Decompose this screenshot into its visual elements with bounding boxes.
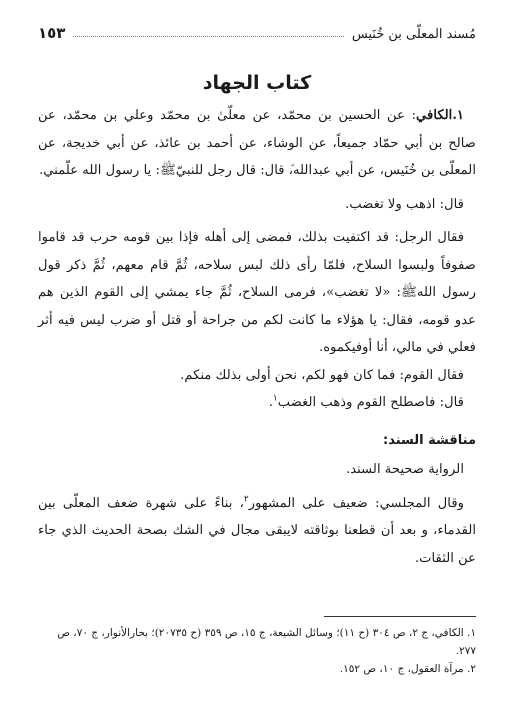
footnote-ref-1: ١ (272, 393, 278, 404)
majlisi-text: وقال المجلسي: ضعيف على المشهور (248, 495, 464, 511)
hadith-paragraph (38, 102, 476, 185)
narrative-paragraph: فقال الرجل: قد اكتفيت بذلك، فمضى إلى أهله فإذا بين قومه حرب قد قاموا صفوفاً ولبسوا السلاح، فلمّا رأى ذلك لبس سلاحه، ثُمَّ قام معهم، ثُمَّ ذكر قول رسول الله‏ﷺ: «لا تغضب»، فرمى السلاح، ثُمَّ جاء يمشي إلى القوم الذين هم عدو قومه، فقال: يا هؤلاء ما كانت لكم من جراحة أو قتل أو ضرب ليس فيه أثر فعلي في مالي، أنا أوفيكموه. (38, 230, 476, 355)
source-label: الكافي (416, 108, 453, 123)
conclusion-paragraph: قال: فاصطلح القوم وذهب الغضب$^١$. (268, 393, 464, 410)
hadith-isnad: : عن الحسين بن محمّد، عن معلّىٰ بن محمّد وعلي بن محمّد، عن صالح بن أبي حمّاد جميعاً، عن الوشاء، عن أحمد بن عائذ، عن أبي خديجة، عن المعلّى بن خُنَيس، عن أبي عبدالله‏ؑ، قال: قال رجل للنبيّ‏ﷺ: يا رسول الله علّمني. (38, 108, 476, 178)
conclusion-text: قال: فاصطلح القوم وذهب الغضب (277, 395, 464, 410)
running-title: مُسند المعلّى بن خُنَيس (351, 27, 476, 42)
footnote-1: ١. الكافي، ج ٢، ص ٣٠٤ (ح ١١)؛ وسائل الشيعة، ج ١٥، ص ٣٥٩ (ح ٢٠٧٣٥)؛ بحارالأنوار، ج ٧٠، ص ٢٧٧. (57, 627, 476, 657)
prophet-reply: قال: اذهب ولا تغضب. (345, 196, 464, 212)
section-heading: مناقشة السند: (383, 432, 476, 448)
footnote-divider (324, 616, 476, 617)
header-dotted-line (73, 36, 343, 37)
people-reply: فقال القوم: فما كان فهو لكم، نحن أولى بذلك منكم. (180, 367, 464, 383)
footnote-2: ٢. مرآة العقول، ج ١٠، ص ١٥٢. (339, 663, 476, 675)
page-body (38, 102, 476, 572)
discussion-verdict: الرواية صحيحة السند. (346, 462, 464, 477)
page-header (38, 20, 476, 42)
footnotes (38, 624, 476, 678)
discussion-paragraph (38, 490, 476, 573)
majlisi-text-continued: ، بناءً على شهرة ضعف المعلّى بين القدماء، و بعد أن قطعنا بوثاقته لايبقى مجال في الشك بصحة الحديث الذي جاء عن الثقات. (38, 495, 476, 566)
footnote-ref-2: ٢ (243, 494, 249, 505)
page-number: ١٥٣ (38, 24, 66, 42)
hadith-number: ١. (452, 108, 464, 123)
chapter-title: كتاب الجهاد (202, 72, 312, 94)
